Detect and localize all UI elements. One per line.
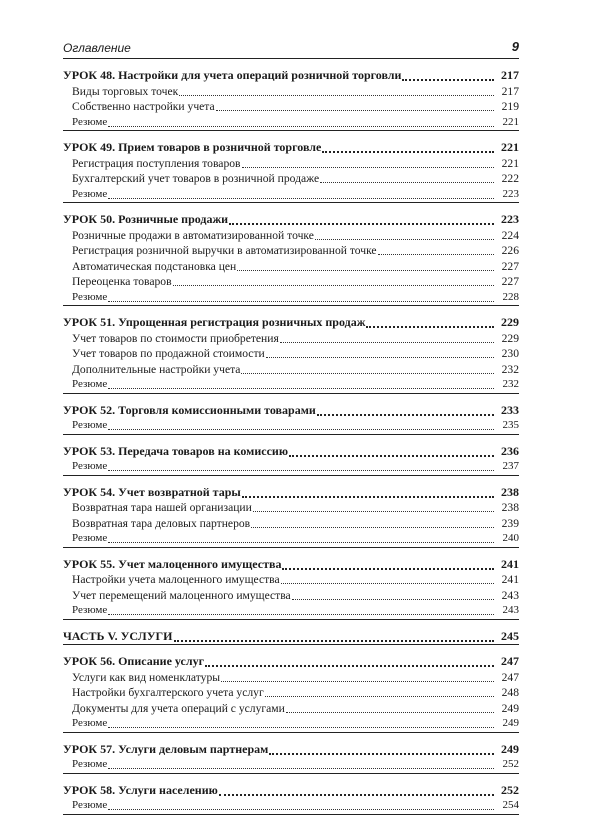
- dot-leader: [253, 500, 494, 512]
- toc-entry-label: Розничные продажи в автоматизированной точке: [72, 228, 314, 242]
- dot-leader: [108, 187, 494, 199]
- dot-leader: [265, 685, 494, 697]
- dot-leader: [108, 603, 494, 615]
- dot-leader: [322, 140, 494, 153]
- dot-leader: [174, 629, 495, 642]
- toc-subsection-entry[interactable]: [63, 228, 519, 244]
- dot-leader: [108, 290, 494, 302]
- dot-leader: [108, 418, 494, 430]
- page-number: 9: [511, 39, 519, 54]
- dot-leader: [242, 156, 494, 168]
- dot-leader: [289, 444, 494, 457]
- toc-lesson-heading[interactable]: [63, 557, 519, 573]
- dot-leader: [179, 84, 494, 96]
- dot-leader: [315, 228, 494, 240]
- toc-subsection-entry[interactable]: [63, 331, 519, 347]
- toc-page-number: 221: [501, 156, 519, 170]
- dot-leader: [173, 274, 494, 286]
- toc-subsection-entry[interactable]: [63, 171, 519, 187]
- toc-entry-label: УРОК 51. Упрощенная регистрация розничных продаж: [63, 315, 366, 329]
- dot-leader: [219, 783, 494, 796]
- toc-lesson-heading[interactable]: [63, 68, 519, 84]
- toc-entry-label: УРОК 57. Услуги деловым партнерам: [63, 741, 269, 756]
- table-of-contents: [63, 68, 519, 824]
- dot-leader: [266, 346, 494, 358]
- dot-leader: [108, 459, 494, 471]
- toc-summary-entry[interactable]: [63, 290, 519, 306]
- toc-entry-label: УРОК 48. Настройки для учета операций розничной торговли: [63, 68, 402, 82]
- toc-entry-label: Резюме: [72, 799, 108, 811]
- toc-page-number: 226: [501, 244, 519, 257]
- dot-leader: [402, 68, 494, 81]
- toc-summary-entry[interactable]: [63, 716, 519, 732]
- toc-page-number: 229: [501, 331, 519, 345]
- toc-page-number: 221: [502, 115, 519, 128]
- toc-page-number: 229: [501, 315, 519, 329]
- toc-page-number: 217: [501, 84, 519, 98]
- toc-subsection-entry[interactable]: [63, 346, 519, 362]
- toc-page-number: 221: [501, 140, 519, 154]
- dot-leader: [280, 331, 494, 343]
- toc-page-number: 247: [501, 670, 519, 684]
- toc-page-number: 224: [501, 228, 519, 242]
- toc-summary-entry[interactable]: [63, 798, 519, 814]
- toc-summary-entry[interactable]: [63, 115, 519, 131]
- dot-leader: [108, 531, 494, 543]
- toc-section: [63, 403, 519, 435]
- toc-entry-label: Бухгалтерский учет товаров в розничной продаже: [72, 172, 320, 185]
- toc-summary-entry[interactable]: [63, 531, 519, 547]
- toc-entry-label: Регистрация поступления товаров: [72, 156, 241, 170]
- dot-leader: [366, 315, 494, 328]
- dot-leader: [237, 259, 494, 271]
- toc-entry-label: Резюме: [72, 758, 108, 770]
- toc-page-number: 233: [501, 402, 519, 417]
- toc-page-number: 236: [501, 443, 519, 458]
- toc-entry-label: УРОК 55. Учет малоценного имущества: [63, 556, 282, 571]
- dot-leader: [251, 516, 494, 528]
- toc-page-number: 227: [501, 259, 519, 273]
- toc-section: [63, 783, 519, 815]
- toc-entry-label: Резюме: [72, 419, 108, 431]
- toc-section: [63, 654, 519, 733]
- dot-leader: [108, 757, 494, 769]
- running-header: [63, 38, 519, 59]
- toc-entry-label: Резюме: [72, 604, 108, 616]
- toc-lesson-heading[interactable]: [63, 212, 519, 228]
- toc-entry-label: Учет товаров по стоимости приобретения: [72, 331, 279, 345]
- dot-leader: [108, 115, 494, 127]
- toc-lesson-heading[interactable]: [63, 315, 519, 331]
- toc-subsection-entry[interactable]: [63, 572, 519, 588]
- toc-page-number: 241: [501, 556, 519, 571]
- toc-page-number: 241: [501, 573, 519, 586]
- toc-subsection-entry[interactable]: [63, 701, 519, 717]
- toc-page-number: 230: [501, 347, 519, 360]
- toc-section: [63, 212, 519, 306]
- toc-lesson-heading[interactable]: [63, 783, 519, 799]
- toc-entry-label: Настройки бухгалтерского учета услуг: [72, 686, 264, 699]
- dot-leader: [216, 99, 494, 111]
- dot-leader: [282, 557, 494, 570]
- toc-page-number: 240: [502, 532, 519, 544]
- toc-section: [63, 140, 519, 203]
- toc-entry-label: УРОК 50. Розничные продажи: [63, 212, 229, 226]
- toc-page-number: 223: [501, 212, 519, 226]
- dot-leader: [317, 403, 494, 416]
- toc-subsection-entry[interactable]: [63, 516, 519, 532]
- toc-entry-label: Учет товаров по продажной стоимости: [72, 347, 265, 360]
- toc-entry-label: ЧАСТЬ V. УСЛУГИ: [63, 628, 173, 643]
- toc-entry-label: УРОК 49. Прием товаров в розничной торговле: [63, 140, 322, 154]
- toc-subsection-entry[interactable]: [63, 274, 519, 290]
- toc-entry-label: Резюме: [72, 290, 108, 303]
- header-title: Оглавление: [63, 41, 131, 55]
- dot-leader: [241, 362, 494, 374]
- dot-leader: [108, 798, 494, 810]
- toc-page-number: 217: [501, 68, 519, 82]
- toc-subsection-entry[interactable]: [63, 156, 519, 172]
- toc-entry-label: Резюме: [72, 378, 108, 390]
- toc-subsection-entry[interactable]: [63, 685, 519, 701]
- toc-entry-label: Резюме: [72, 460, 108, 472]
- toc-subsection-entry[interactable]: [63, 500, 519, 516]
- toc-page-number: 228: [502, 290, 519, 303]
- toc-section: [63, 742, 519, 774]
- toc-summary-entry[interactable]: [63, 459, 519, 475]
- toc-page-number: 243: [501, 588, 519, 602]
- toc-subsection-entry[interactable]: [63, 99, 519, 115]
- toc-entry-label: Резюме: [72, 717, 108, 729]
- dot-leader: [281, 572, 494, 584]
- toc-page-number: 237: [502, 460, 519, 472]
- toc-page-number: 238: [501, 484, 519, 499]
- toc-entry-label: Виды торговых точек: [72, 84, 179, 98]
- toc-subsection-entry[interactable]: [63, 362, 519, 378]
- toc-page-number: 248: [501, 686, 519, 699]
- toc-entry-label: Документы для учета операций с услугами: [72, 701, 285, 715]
- dot-leader: [242, 485, 494, 498]
- toc-subsection-entry[interactable]: [63, 259, 519, 275]
- toc-entry-label: УРОК 52. Торговля комиссионными товарами: [63, 402, 316, 417]
- toc-entry-label: Резюме: [72, 115, 108, 128]
- toc-section: [63, 68, 519, 131]
- toc-page-number: 245: [501, 628, 519, 643]
- toc-page-number: 249: [501, 701, 519, 715]
- toc-subsection-entry[interactable]: [63, 243, 519, 259]
- toc-page-number: 249: [501, 741, 519, 756]
- toc-entry-label: Резюме: [72, 532, 108, 544]
- toc-summary-entry[interactable]: [63, 757, 519, 773]
- toc-lesson-heading[interactable]: [63, 485, 519, 501]
- toc-page-number: 232: [501, 362, 519, 376]
- dot-leader: [108, 377, 494, 389]
- toc-page-number: 219: [501, 100, 519, 113]
- toc-subsection-entry[interactable]: [63, 670, 519, 686]
- toc-entry-label: Дополнительные настройки учета: [72, 362, 241, 376]
- toc-section: [63, 485, 519, 548]
- toc-summary-entry[interactable]: [63, 187, 519, 203]
- toc-lesson-heading[interactable]: [63, 654, 519, 670]
- toc-section: [63, 629, 519, 646]
- toc-page-number: 235: [502, 419, 519, 431]
- toc-lesson-heading[interactable]: [63, 444, 519, 460]
- toc-entry-label: УРОК 53. Передача товаров на комиссию: [63, 443, 288, 458]
- toc-entry-label: Автоматическая подстановка цен: [72, 259, 237, 273]
- toc-page-number: 247: [501, 654, 519, 668]
- dot-leader: [269, 742, 494, 755]
- toc-entry-label: УРОК 58. Услуги населению: [63, 782, 218, 797]
- toc-entry-label: Собственно настройки учета: [72, 100, 215, 113]
- dot-leader: [205, 654, 494, 667]
- toc-page-number: 232: [502, 378, 519, 390]
- toc-page-number: 238: [501, 501, 519, 514]
- toc-entry-label: Услуги как вид номенклатуры: [72, 670, 221, 684]
- toc-summary-entry[interactable]: [63, 603, 519, 619]
- toc-section: [63, 557, 519, 620]
- dot-leader: [229, 212, 494, 225]
- toc-page-number: 252: [501, 782, 519, 797]
- toc-entry-label: Учет перемещений малоценного имущества: [72, 588, 291, 602]
- toc-entry-label: Переоценка товаров: [72, 275, 172, 288]
- dot-leader: [221, 670, 494, 682]
- toc-section: [63, 444, 519, 476]
- toc-summary-entry[interactable]: [63, 418, 519, 434]
- toc-lesson-heading[interactable]: [63, 403, 519, 419]
- toc-entry-label: Возвратная тара нашей организации: [72, 501, 252, 514]
- toc-lesson-heading[interactable]: [63, 629, 519, 645]
- toc-subsection-entry[interactable]: [63, 588, 519, 604]
- toc-entry-label: Возвратная тара деловых партнеров: [72, 516, 251, 530]
- dot-leader: [320, 171, 494, 183]
- toc-page-number: 243: [502, 604, 519, 616]
- toc-lesson-heading[interactable]: [63, 140, 519, 156]
- toc-page-number: 254: [502, 799, 519, 811]
- toc-section: [63, 315, 519, 394]
- toc-page-number: 227: [501, 275, 519, 288]
- toc-page-number: 223: [502, 187, 519, 200]
- dot-leader: [292, 588, 494, 600]
- toc-entry-label: Резюме: [72, 187, 108, 200]
- toc-page-number: 239: [501, 516, 519, 530]
- dot-leader: [286, 701, 494, 713]
- toc-lesson-heading[interactable]: [63, 742, 519, 758]
- toc-entry-label: УРОК 56. Описание услуг: [63, 654, 205, 668]
- dot-leader: [378, 243, 494, 255]
- toc-page-number: 252: [502, 758, 519, 770]
- toc-page-number: 249: [502, 717, 519, 729]
- toc-entry-label: Регистрация розничной выручки в автоматизированной точке: [72, 244, 377, 257]
- toc-subsection-entry[interactable]: [63, 84, 519, 100]
- toc-page-number: 222: [501, 172, 519, 185]
- toc-entry-label: УРОК 54. Учет возвратной тары: [63, 484, 241, 499]
- toc-summary-entry[interactable]: [63, 377, 519, 393]
- toc-entry-label: Настройки учета малоценного имущества: [72, 573, 280, 586]
- dot-leader: [108, 716, 494, 728]
